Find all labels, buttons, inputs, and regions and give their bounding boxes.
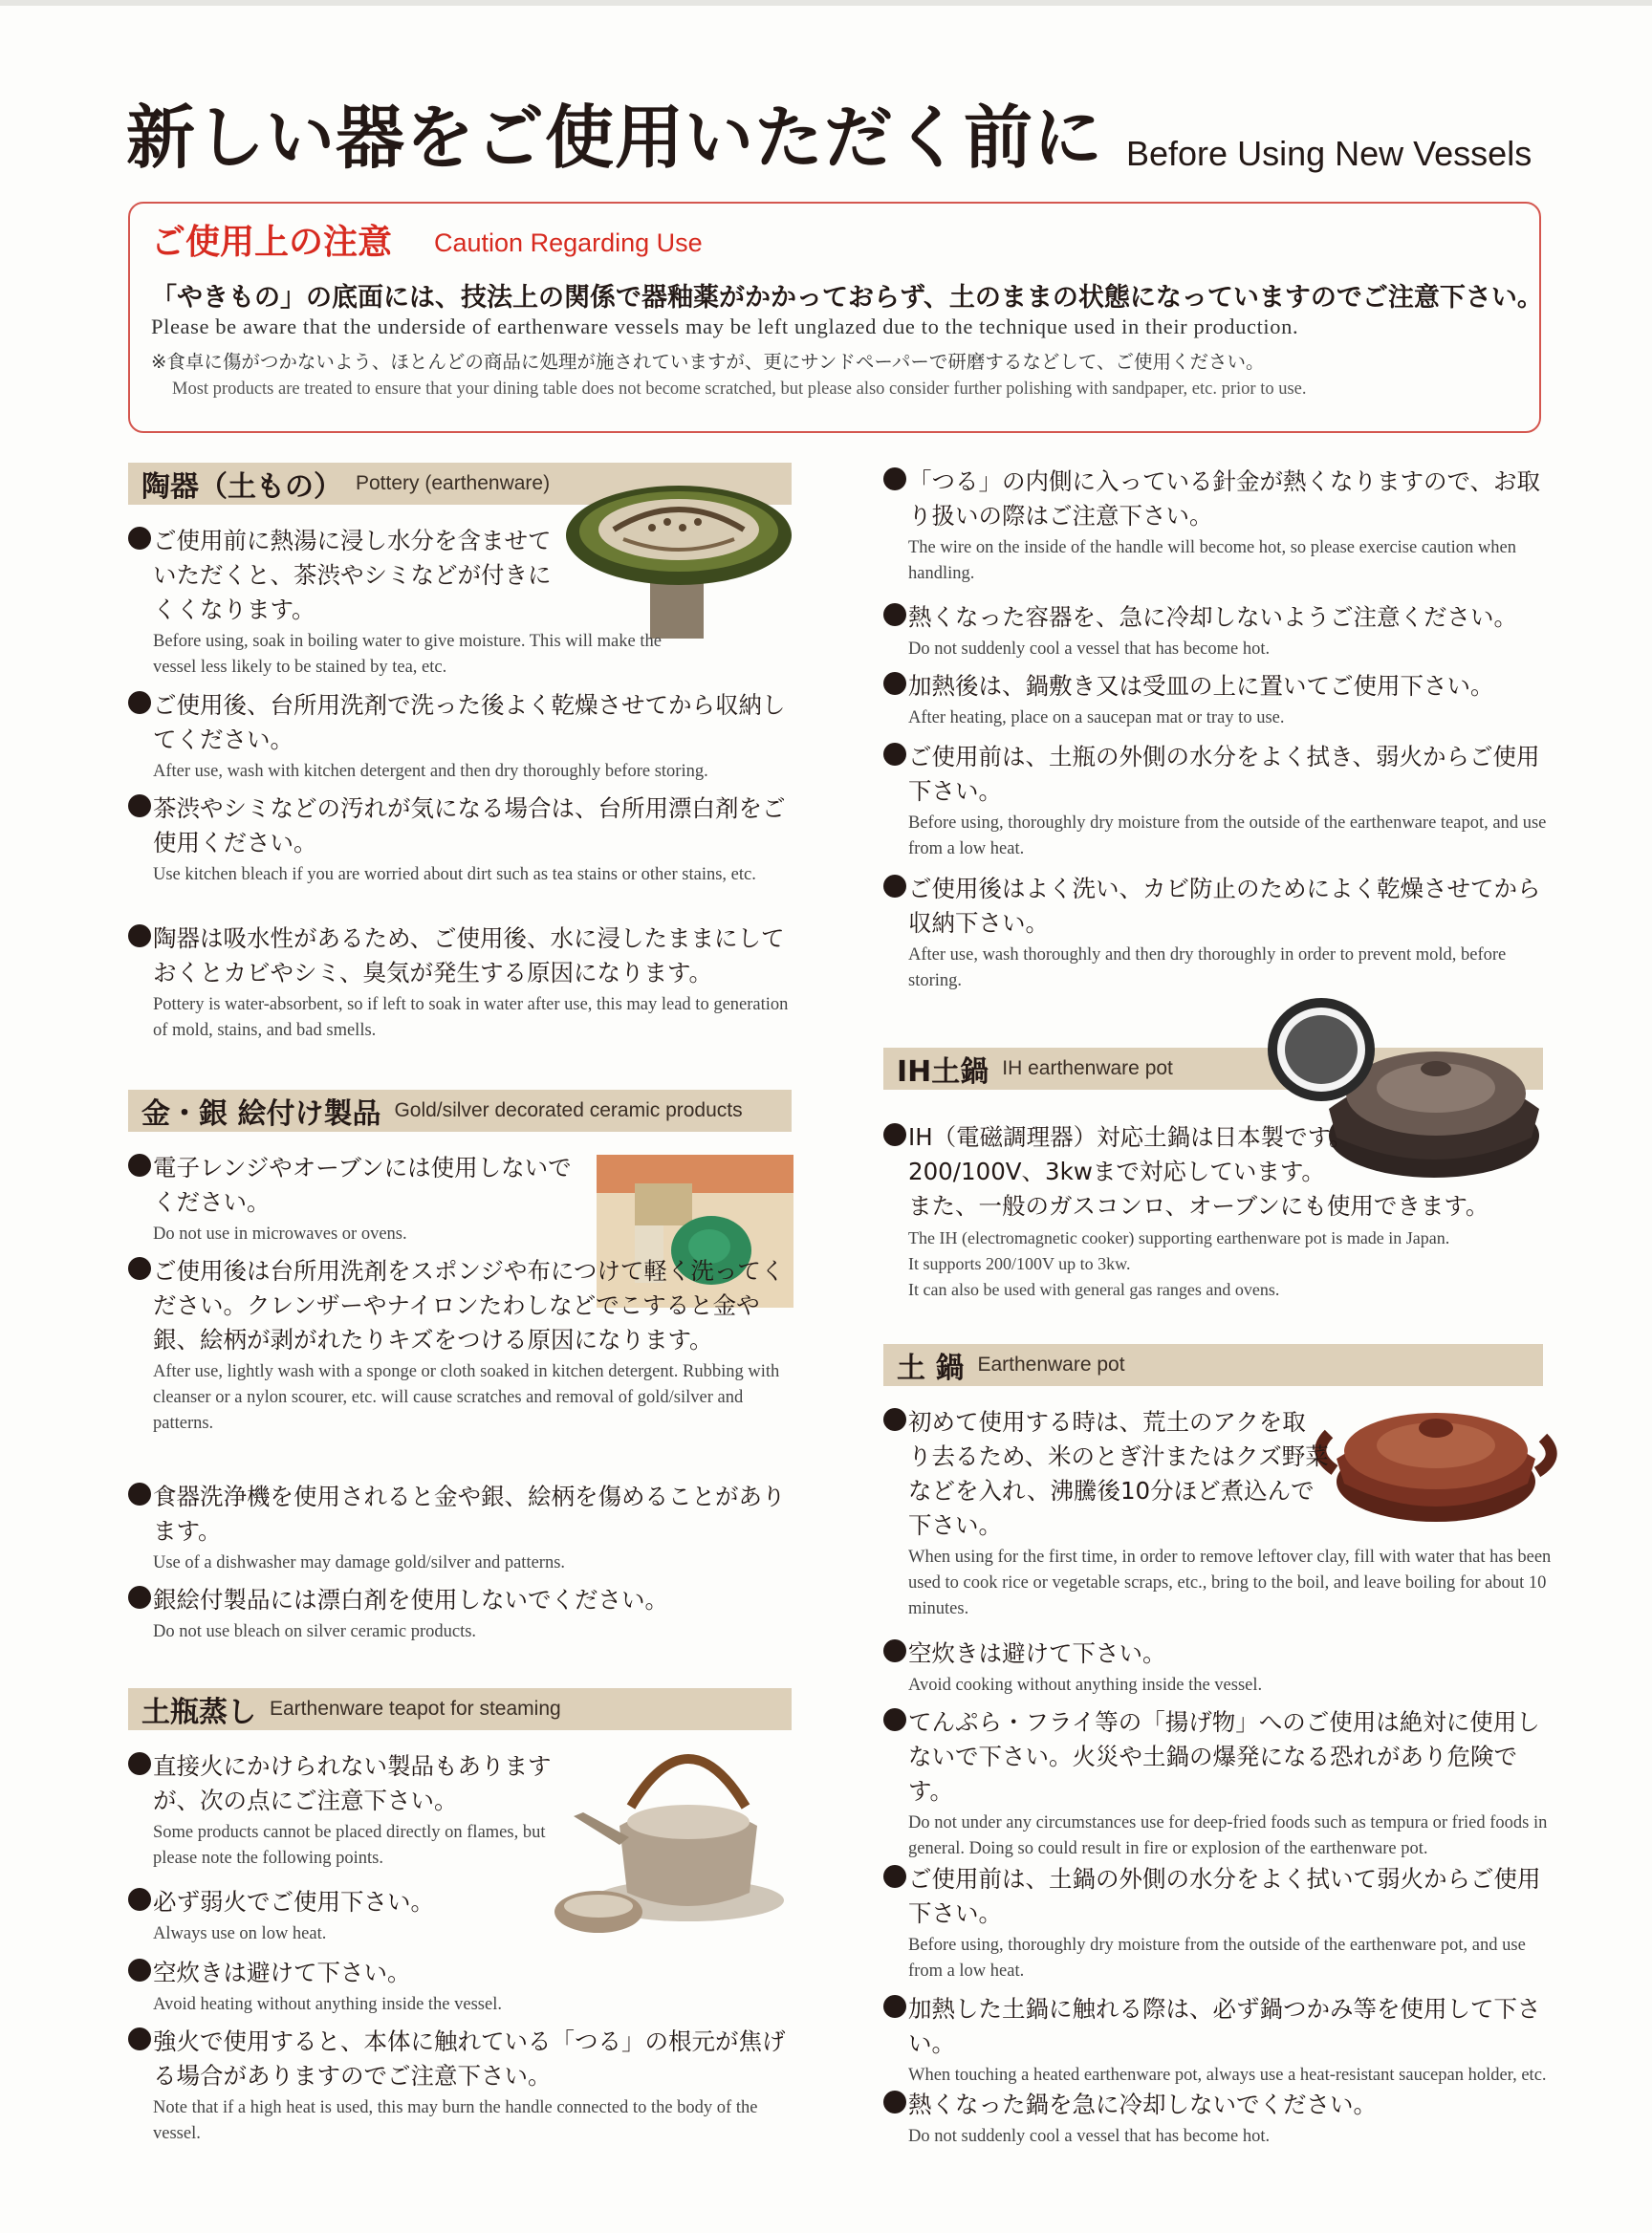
list-item: [128, 1151, 797, 1247]
item-jp: 空炊きは避けて下さい。: [153, 1959, 411, 1986]
bullet-icon: [883, 1708, 906, 1731]
item-en-3: It can also be used with general gas ranges and ovens.: [908, 1280, 1280, 1299]
item-jp: 「つる」の内側に入っている針金が熱くなりますので、お取り扱いの際はご注意下さい。: [908, 467, 1541, 530]
item-jp: 加熱した土鍋に触れる際は、必ず鍋つかみ等を使用して下さい。: [908, 1995, 1541, 2057]
caution-text-en: Please be aware that the underside of earthenware vessels may be left unglazed due to the technique used in their production.: [151, 314, 1299, 338]
bullet-icon: [883, 2091, 906, 2114]
list-item: [128, 1583, 797, 1645]
list-item: [883, 1862, 1553, 1984]
list-item: [128, 1480, 797, 1576]
item-jp: 熱くなった容器を、急に冷却しないようご注意ください。: [908, 603, 1517, 631]
page-title-en: Before Using New Vessels: [1126, 134, 1532, 173]
bullet-icon: [128, 1257, 151, 1280]
caution-box: [128, 202, 1541, 433]
bullet-icon: [883, 1639, 906, 1662]
item-en: Use kitchen bleach if you are worried about dirt such as tea stains or other stains, etc.: [153, 865, 756, 884]
list-item: [128, 1885, 797, 1947]
item-jp: 熱くなった鍋を急に冷却しないでください。: [908, 2091, 1377, 2118]
item-en: After use, wash with kitchen detergent and then dry thoroughly before storing.: [153, 762, 708, 781]
bullet-icon: [883, 603, 906, 626]
bullet-icon: [128, 1959, 151, 1982]
list-item: [883, 872, 1553, 994]
bullet-icon: [128, 691, 151, 714]
top-border: [0, 0, 1652, 6]
item-en-2: It supports 200/100V up to 3kw.: [908, 1254, 1131, 1273]
item-jp: 強火で使用すると、本体に触れている「つる」の根元が焦げる場合がありますのでご注意下さい。: [153, 2027, 786, 2090]
list-item: [128, 921, 797, 1044]
item-jp: 陶器は吸水性があるため、ご使用後、水に浸したままにしておくとカビやシミ、臭気が発生する原因になります。: [153, 924, 785, 986]
list-item: [128, 1254, 797, 1437]
bullet-icon: [128, 2027, 151, 2050]
bullet-icon: [128, 527, 151, 550]
caution-title: ご使用上の注意: [151, 223, 393, 262]
section-title-en: IH earthenware pot: [1002, 1057, 1173, 1079]
item-jp: 電子レンジやオーブンには使用しないでください。: [153, 1154, 572, 1216]
item-en: After use, lightly wash with a sponge or cloth soaked in kitchen detergent. Rubbing with cleanser or a nylon scourer, etc. will cause scratches and removal of gold/silver and patterns.: [153, 1362, 780, 1433]
bullet-icon: [883, 1995, 906, 2018]
item-jp: 茶渋やシミなどの汚れが気になる場合は、台所用漂白剤をご使用ください。: [153, 794, 786, 856]
section-title: IH土鍋: [897, 1055, 989, 1089]
item-jp: 加熱後は、鍋敷き又は受皿の上に置いてご使用下さい。: [908, 672, 1494, 700]
item-jp: ご使用後は台所用洗剤をスポンジや布につけて軽く洗ってください。クレンザーやナイロンたわしなどでこすると金や銀、絵柄が剥がれたりキズをつける原因になります。: [153, 1257, 785, 1354]
item-en: Avoid cooking without anything inside the vessel.: [908, 1676, 1263, 1695]
item-jp-3: また、一般のガスコンロ、オーブンにも使用できます。: [908, 1192, 1489, 1220]
bullet-icon: [883, 1123, 906, 1146]
section-title: 金・銀 絵付け製品: [141, 1097, 381, 1131]
section-title-en: Pottery (earthenware): [356, 472, 551, 494]
caution-text-jp: 「やきもの」の底面には、技法上の関係で器釉薬がかかっておらず、土のままの状態になっていますのでご注意下さい。: [151, 283, 1543, 313]
item-en: Before using, thoroughly dry moisture from the outside of the earthenware teapot, and use from a low heat.: [908, 813, 1547, 858]
section-title-en: Gold/silver decorated ceramic products: [394, 1099, 743, 1121]
section-title: 陶器（土もの）: [141, 470, 342, 504]
item-en: Before using, thoroughly dry moisture from the outside of the earthenware pot, and use from a low heat.: [908, 1936, 1526, 1981]
item-en: Pottery is water-absorbent, so if left to soak in water after use, this may lead to generation of mold, stains, and bad smells.: [153, 995, 789, 1040]
item-jp: 直接火にかけられない製品もありますが、次の点にご注意下さい。: [153, 1752, 552, 1814]
item-en: Note that if a high heat is used, this may burn the handle connected to the body of the vessel.: [153, 2098, 758, 2143]
item-jp-2: 200/100V、3kwまで対応しています。: [908, 1158, 1325, 1185]
item-jp: 初めて使用する時は、荒土のアクを取り去るため、米のとぎ汁またはクズ野菜などを入れ、沸騰後10分ほど煮込んで下さい。: [908, 1408, 1329, 1539]
item-jp: ご使用後はよく洗い、カビ防止のためによく乾燥させてから収納下さい。: [908, 875, 1541, 937]
item-jp: ご使用前に熱湯に浸し水分を含ませていただくと、茶渋やシミなどが付きにくくなります。: [153, 527, 552, 623]
list-item: [883, 740, 1553, 862]
item-en: The wire on the inside of the handle will become hot, so please exercise caution when handling.: [908, 538, 1516, 583]
item-en: Do not under any circumstances use for deep-fried foods such as tempura or fried foods in general. Doing so could result in fire or explosion of the earthenware pot.: [908, 1813, 1548, 1858]
item-en: Do not suddenly cool a vessel that has become hot.: [908, 640, 1271, 659]
item-jp-1: IH（電磁調理器）対応土鍋は日本製です。: [908, 1123, 1353, 1151]
item-en-1: The IH (electromagnetic cooker) supporting earthenware pot is made in Japan.: [908, 1228, 1450, 1247]
list-item: [883, 2088, 1553, 2150]
bullet-icon: [128, 1154, 151, 1177]
bullet-icon: [883, 743, 906, 766]
bullet-icon: [883, 1865, 906, 1888]
list-item: [883, 465, 1553, 587]
item-jp: ご使用前は、土鍋の外側の水分をよく拭いて弱火からご使用下さい。: [908, 1865, 1541, 1927]
item-en: Do not suddenly cool a vessel that has become hot.: [908, 2127, 1271, 2146]
list-item: [128, 688, 797, 785]
item-en: Always use on low heat.: [153, 1924, 327, 1943]
item-jp: 空炊きは避けて下さい。: [908, 1639, 1166, 1667]
item-en: When using for the first time, in order to remove leftover clay, fill with water that has been used to cook rice or vegetable scraps, etc., bring to the boil, and leave boiling for about 10 minutes.: [908, 1548, 1552, 1618]
list-item: [883, 669, 1553, 731]
list-item: [883, 1637, 1553, 1699]
item-jp: ご使用後、台所用洗剤で洗った後よく乾燥させてから収納してください。: [153, 691, 786, 753]
section-title: 土瓶蒸し: [141, 1696, 256, 1729]
list-item: [883, 1705, 1553, 1862]
list-item: [883, 1405, 1553, 1622]
bullet-icon: [883, 672, 906, 695]
section-header-gold-silver: [128, 1090, 792, 1132]
item-en: Before using, soak in boiling water to give moisture. This will make the vessel less likely to be stained by tea, etc.: [153, 632, 662, 677]
caution-note-en: Most products are treated to ensure that your dining table does not become scratched, but please also consider further polishing with sandpaper, etc. prior to use.: [172, 379, 1307, 399]
bullet-icon: [883, 1408, 906, 1431]
bullet-icon: [883, 875, 906, 898]
bullet-icon: [128, 1586, 151, 1609]
list-item: [128, 2025, 797, 2147]
item-jp: 食器洗浄機を使用されると金や銀、絵柄を傷めることがあります。: [153, 1483, 786, 1545]
section-title: 土 鍋: [897, 1352, 965, 1385]
item-en: Some products cannot be placed directly on flames, but please note the following points.: [153, 1823, 546, 1868]
list-item: [883, 1992, 1553, 2089]
item-jp: 銀絵付製品には漂白剤を使用しないでください。: [153, 1586, 668, 1614]
page-title: 新しい器をご使用いただく前に: [126, 98, 1104, 178]
list-item: [883, 600, 1553, 662]
list-item: [883, 1120, 1553, 1303]
section-title-en: Earthenware pot: [977, 1354, 1125, 1376]
item-en: Avoid heating without anything inside the vessel.: [153, 1995, 502, 2014]
list-item: [128, 791, 797, 888]
list-item: [128, 1956, 797, 2018]
item-en: Use of a dishwasher may damage gold/silver and patterns.: [153, 1553, 566, 1572]
caution-title-en: Caution Regarding Use: [434, 228, 703, 257]
bullet-icon: [883, 467, 906, 490]
item-jp: ご使用前は、土瓶の外側の水分をよく拭き、弱火からご使用下さい。: [908, 743, 1540, 805]
bullet-icon: [128, 1752, 151, 1775]
bullet-icon: [128, 924, 151, 947]
item-jp: てんぷら・フライ等の「揚げ物」へのご使用は絶対に使用しないで下さい。火災や土鍋の爆発になる恐れがあり危険です。: [908, 1708, 1540, 1805]
bullet-icon: [128, 1888, 151, 1911]
caution-note-jp: ※食卓に傷がつかないよう、ほとんどの商品に処理が施されていますが、更にサンドペーパーで研磨するなどして、ご使用ください。: [151, 351, 1265, 373]
list-item: [128, 1749, 797, 1872]
item-en: When touching a heated earthenware pot, always use a heat-resistant saucepan holder, etc.: [908, 2066, 1547, 2085]
bullet-icon: [128, 1483, 151, 1506]
item-jp: 必ず弱火でご使用下さい。: [153, 1888, 434, 1916]
item-en: Do not use bleach on silver ceramic products.: [153, 1622, 477, 1641]
list-item: [128, 524, 797, 681]
section-title-en: Earthenware teapot for steaming: [270, 1698, 561, 1720]
item-en: Do not use in microwaves or ovens.: [153, 1225, 407, 1244]
item-en: After heating, place on a saucepan mat or tray to use.: [908, 708, 1285, 727]
item-en: After use, wash thoroughly and then dry thoroughly in order to prevent mold, before storing.: [908, 945, 1507, 990]
bullet-icon: [128, 794, 151, 817]
